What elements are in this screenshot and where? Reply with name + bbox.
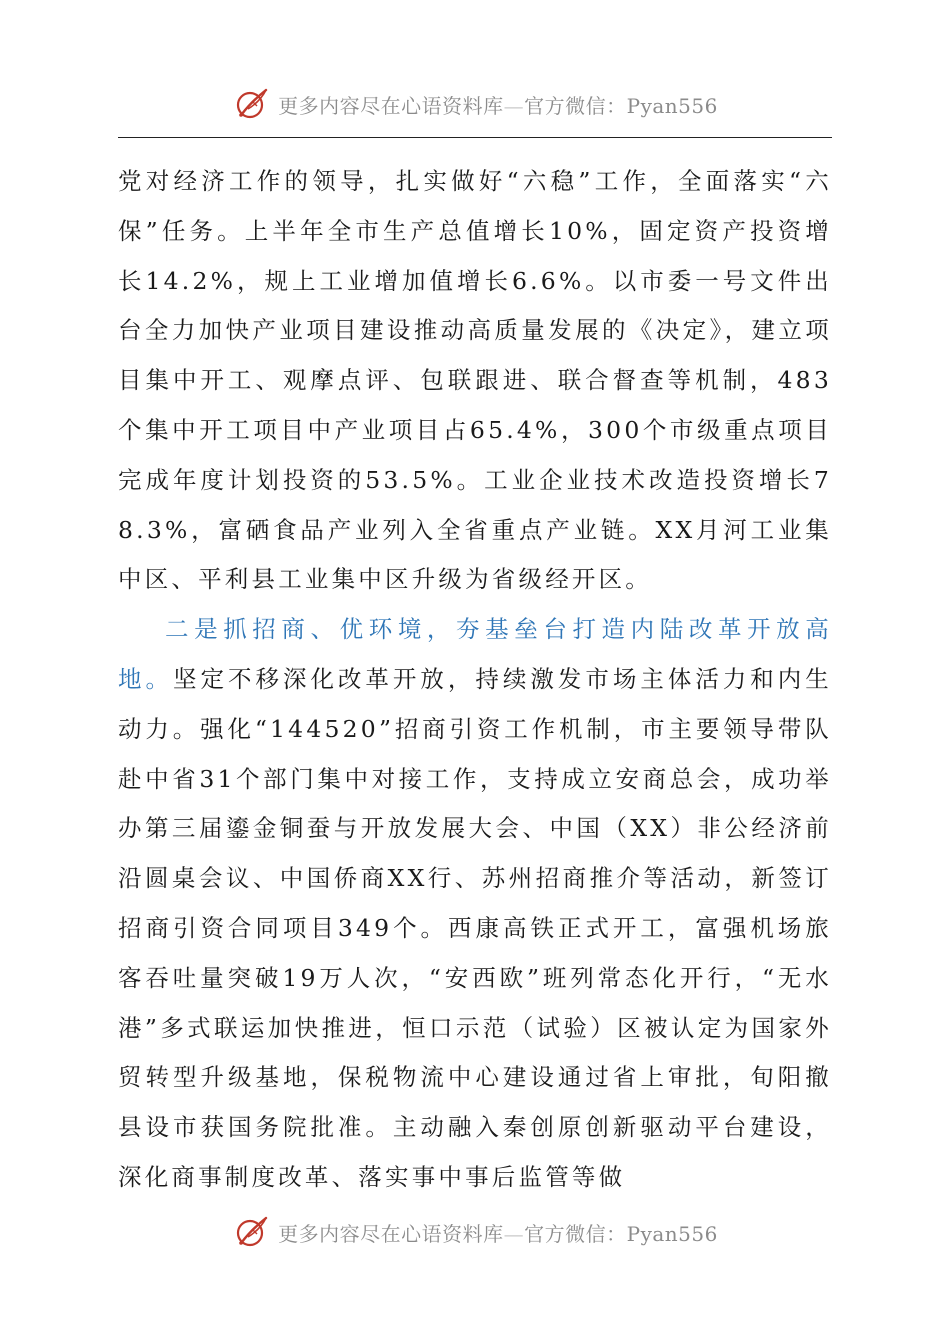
header-banner-inner	[232, 84, 718, 124]
paragraph-2-text: 坚定不移深化改革开放，持续激发市场主体活力和内生动力。强化“144520”招商引资工作机制，市主要领导带队赴中省31个部门集中对接工作，支持成立安商总会，成功举办第三届鎏金铜蚕与开放发展大会、中国（XX）非公经济前沿圆桌会议、中国侨商XX行、苏州招商推介等活动，新签订招商引资合同项目349个。西康高铁正式开工，富强机场旅客吞吐量突破19万人次，“安西欧”班列常态化开行，“无水港”多式联运加快推进，恒口示范（试验）区被认定为国家外贸转型升级基地，保税物流中心建设通过省上审批，旬阳撤县设市获国务院批准。主动融入秦创原创新驱动平台建设，深化商事制度改革、落实事中事后监管等做	[118, 664, 832, 1191]
paragraph-2-lead: 二是抓招商、优环境，夯基垒台打造内陆改革开放高地。	[118, 615, 832, 693]
footer-banner-tail: 官方微信：Pyan556	[524, 1221, 718, 1246]
footer-banner-text	[278, 1218, 718, 1247]
paragraph-2	[118, 605, 832, 1203]
header-banner	[0, 80, 950, 128]
header-banner-dash: —	[503, 93, 525, 118]
footer-banner	[0, 1208, 950, 1256]
header-banner-main: 更多内容尽在心语资料库	[278, 93, 504, 118]
footer-banner-main: 更多内容尽在心语资料库	[278, 1221, 504, 1246]
header-banner-text	[278, 90, 718, 119]
paragraph-1	[118, 157, 832, 605]
quill-logo-icon	[232, 84, 272, 124]
document-body	[118, 157, 832, 1203]
header-banner-tail: 官方微信：Pyan556	[524, 93, 718, 118]
footer-banner-inner	[232, 1212, 718, 1252]
header-divider	[118, 137, 832, 138]
footer-banner-dash: —	[503, 1221, 525, 1246]
paragraph-1-text: 党对经济工作的领导，扎实做好“六稳”工作，全面落实“六保”任务。上半年全市生产总值增长10%，固定资产投资增长14.2%，规上工业增加值增长6.6%。以市委一号文件出台全力加快产业项目建设推动高质量发展的《决定》，建立项目集中开工、观摩点评、包联跟进、联合督查等机制，483个集中开工项目中产业项目占65.4%，300个市级重点项目完成年度计划投资的53.5%。工业企业技术改造投资增长78.3%，富硒食品产业列入全省重点产业链。XX月河工业集中区、平利县工业集中区升级为省级经开区。	[118, 167, 832, 594]
quill-logo-icon	[232, 1212, 272, 1252]
